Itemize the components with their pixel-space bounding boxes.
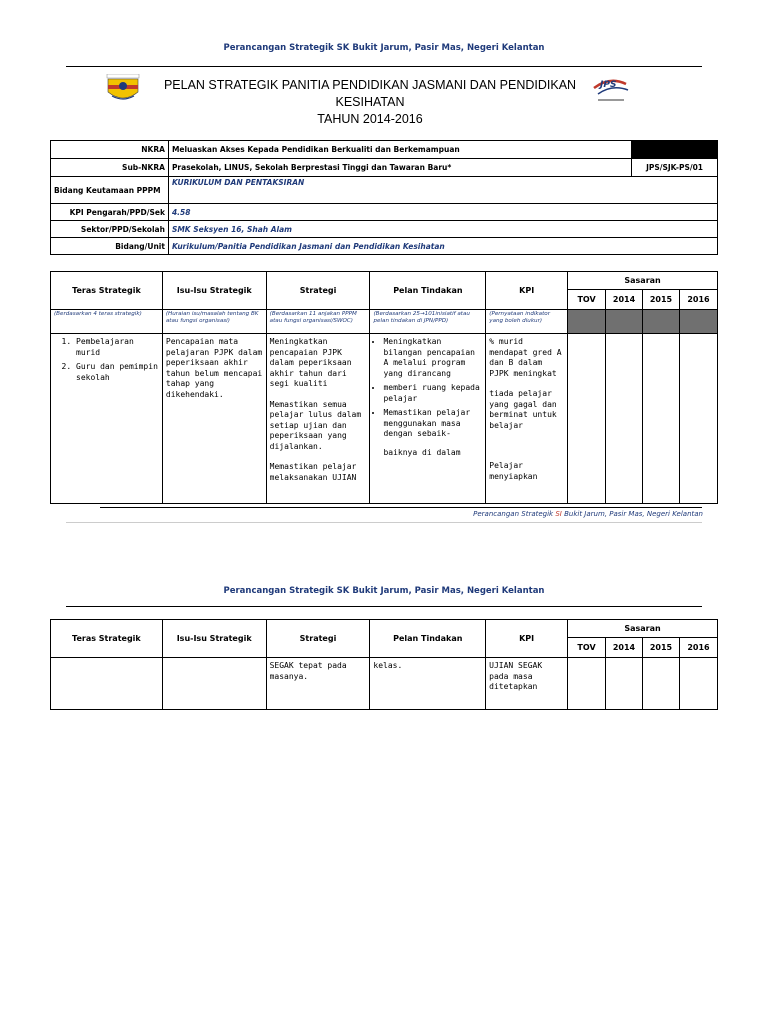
col-2015: 2015 xyxy=(642,638,679,658)
page-2-header: Perancangan Strategik SK Bukit Jarum, Pasir Mas, Negeri Kelantan xyxy=(223,586,545,596)
col-strategi: Strategi xyxy=(266,272,370,310)
info-table xyxy=(50,140,718,255)
note-pelan: (Berdasarkan 25→101inisiatif atau pelan tindakan di JPN/PPD) xyxy=(370,310,486,334)
col-kpi: KPI xyxy=(486,620,568,658)
gray-cell xyxy=(568,310,606,334)
plan-notes-row xyxy=(51,310,718,334)
bidang-value: KURIKULUM DAN PENTAKSIRAN xyxy=(168,177,717,204)
col-2014: 2014 xyxy=(606,638,643,658)
unit-value: Kurikulum/Panitia Pendidikan Jasmani dan Pendidikan Kesihatan xyxy=(168,238,717,255)
school-logo xyxy=(104,74,142,108)
kpi-info-row xyxy=(51,204,718,221)
pelan-cell: kelas. xyxy=(370,658,486,710)
list-item: • Memastikan pelajar menggunakan masa dengan sebaik- xyxy=(383,408,482,440)
bidang-label: Bidang Keutamaan PPPM xyxy=(51,177,169,204)
page-divider xyxy=(66,522,702,523)
subnkra-label: Sub-NKRA xyxy=(51,159,169,177)
kpi-para-3: Pelajar menyiapkan xyxy=(489,461,538,481)
col-2014: 2014 xyxy=(606,290,643,310)
target-2014-cell xyxy=(606,334,643,504)
plan-header-row xyxy=(51,272,718,290)
target-2015-cell xyxy=(642,658,679,710)
target-2016-cell xyxy=(679,334,717,504)
sektor-row xyxy=(51,221,718,238)
title-line-2: TAHUN 2014-2016 xyxy=(317,112,423,126)
note-strategi: (Berdasarkan 11 anjakan PPPM atau fungsi organisasi/SWOC) xyxy=(266,310,370,334)
title-line-1: PELAN STRATEGIK PANITIA PENDIDIKAN JASMANI DAN PENDIDIKAN KESIHATAN xyxy=(163,78,577,109)
kpi-para-1: % murid mendapat gred A dan B dalam PJPK meningkat xyxy=(489,337,562,378)
col-teras: Teras Strategik xyxy=(51,272,163,310)
footer-rule xyxy=(100,507,702,508)
note-isu: (Huraian isu/masalah tentang BK atau fungsi organisasi) xyxy=(162,310,266,334)
col-2016: 2016 xyxy=(679,290,717,310)
col-sasaran: Sasaran xyxy=(568,620,718,638)
header-rule xyxy=(66,66,702,67)
pelan-cell xyxy=(370,334,486,504)
document-code: JPS/SJK-PS/01 xyxy=(632,159,718,177)
jps-logo xyxy=(588,74,632,108)
strategi-cell xyxy=(266,334,370,504)
plan-table-2 xyxy=(50,619,718,710)
document-title xyxy=(150,77,590,128)
plan2-header-row xyxy=(51,620,718,638)
col-sasaran: Sasaran xyxy=(568,272,718,290)
col-pelan: Pelan Tindakan xyxy=(370,272,486,310)
col-strategi: Strategi xyxy=(266,620,370,658)
strategi-para-3: Memastikan pelajar melaksanakan UJIAN xyxy=(269,462,357,482)
kpi-info-label: KPI Pengarah/PPD/Sek xyxy=(51,204,169,221)
nkra-label: NKRA xyxy=(51,141,169,159)
col-kpi: KPI xyxy=(486,272,568,310)
list-item: 2. Guru dan pemimpin sekolah xyxy=(76,362,159,383)
gray-cell xyxy=(643,310,680,334)
col-pelan: Pelan Tindakan xyxy=(370,620,486,658)
plan-body-row xyxy=(51,334,718,504)
isu-cell: Pencapaian mata pelajaran PJPK dalam peperiksaan akhir tahun belum mencapai tahap yang dikehendaki. xyxy=(162,334,266,504)
page-footer xyxy=(0,510,703,518)
list-item: • Meningkatkan bilangan pencapaian A melalui program yang dirancang xyxy=(383,337,482,379)
pelan-list xyxy=(373,337,482,440)
col-isu: Isu-Isu Strategik xyxy=(162,272,266,310)
teras-cell xyxy=(51,658,163,710)
col-tov: TOV xyxy=(568,290,606,310)
tov-cell xyxy=(568,658,606,710)
subnkra-value: Prasekolah, LINUS, Sekolah Berprestasi Tinggi dan Tawaran Baru* xyxy=(168,159,631,177)
col-2016: 2016 xyxy=(679,638,717,658)
plan2-body-row xyxy=(51,658,718,710)
kpi-para-2: tiada pelajar yang gagal dan berminat untuk belajar xyxy=(489,389,557,430)
black-cell xyxy=(632,141,718,159)
note-teras: (Berdasarkan 4 teras strategik) xyxy=(51,310,163,334)
target-2014-cell xyxy=(606,658,643,710)
footer-text-a: Perancangan Strategik xyxy=(473,510,556,518)
kpi-info-value: 4.58 xyxy=(168,204,717,221)
unit-label: Bidang/Unit xyxy=(51,238,169,255)
isu-cell xyxy=(162,658,266,710)
teras-cell xyxy=(51,334,163,504)
page-2-header-rule xyxy=(66,606,702,607)
gray-cell xyxy=(606,310,643,334)
subnkra-row xyxy=(51,159,718,177)
strategi-cell: SEGAK tepat pada masanya. xyxy=(266,658,370,710)
gray-cell xyxy=(679,310,717,334)
kpi-cell: UJIAN SEGAK pada masa ditetapkan xyxy=(486,658,568,710)
col-tov: TOV xyxy=(568,638,606,658)
teras-list xyxy=(54,337,159,383)
kpi-cell xyxy=(486,334,568,504)
col-2015: 2015 xyxy=(643,290,680,310)
sektor-value: SMK Seksyen 16, Shah Alam xyxy=(168,221,717,238)
page-header: Perancangan Strategik SK Bukit Jarum, Pasir Mas, Negeri Kelantan xyxy=(223,43,545,53)
plan-table xyxy=(50,271,718,504)
nkra-row xyxy=(51,141,718,159)
col-teras: Teras Strategik xyxy=(51,620,163,658)
note-kpi: (Pernyataan indikator yang boleh diukur) xyxy=(486,310,568,334)
target-2015-cell xyxy=(643,334,680,504)
unit-row xyxy=(51,238,718,255)
tov-cell xyxy=(568,334,606,504)
col-isu: Isu-Isu Strategik xyxy=(162,620,266,658)
strategi-para-2: Memastikan semua pelajar lulus dalam setiap ujian dan peperiksaan yang dijalankan. xyxy=(269,399,362,451)
footer-text-b: SI xyxy=(555,510,562,518)
sektor-label: Sektor/PPD/Sekolah xyxy=(51,221,169,238)
list-item: • memberi ruang kepada pelajar xyxy=(383,383,482,404)
footer-text-c: Bukit Jarum, Pasir Mas, Negeri Kelantan xyxy=(561,510,703,518)
target-2016-cell xyxy=(679,658,717,710)
list-item: 1. Pembelajaran murid xyxy=(76,337,159,358)
nkra-value: Meluaskan Akses Kepada Pendidikan Berkualiti dan Berkemampuan xyxy=(168,141,631,159)
pelan-tail: baiknya di dalam xyxy=(383,447,461,457)
strategi-para-1: Meningkatkan pencapaian PJPK dalam peperiksaan akhir tahun dari segi kualiti xyxy=(269,337,352,388)
jps-logo-text: JPS xyxy=(600,80,617,90)
bidang-row xyxy=(51,177,718,204)
